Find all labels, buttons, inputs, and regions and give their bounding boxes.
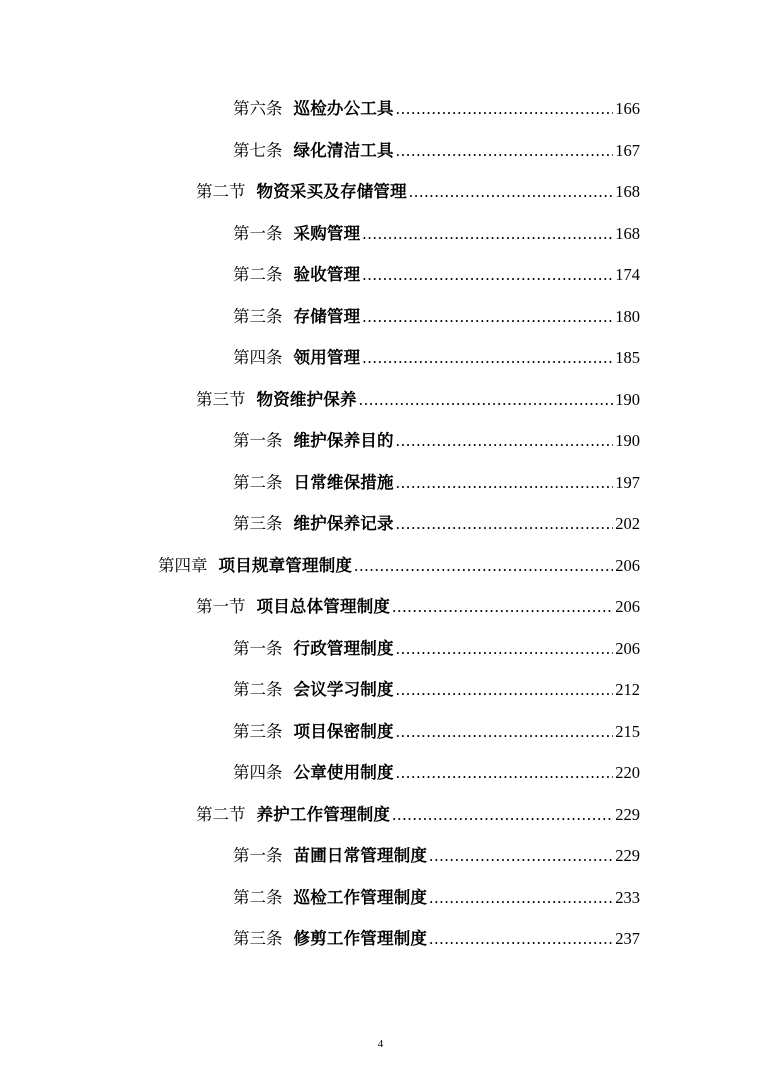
toc-entry-number: 第一条 — [233, 224, 283, 243]
toc-entry-number: 第二节 — [196, 805, 246, 824]
dot-leader — [354, 552, 613, 580]
toc-entry[interactable] — [233, 842, 640, 870]
toc-entry[interactable] — [233, 427, 640, 455]
toc-entry-title: 验收管理 — [293, 265, 361, 284]
toc-entry-page: 197 — [615, 473, 640, 492]
toc-entry-title: 物资维护保养 — [256, 390, 357, 409]
toc-entry[interactable] — [196, 801, 640, 829]
dot-leader — [392, 593, 613, 621]
toc-entry-page: 168 — [615, 224, 640, 243]
toc-entry-page: 206 — [615, 556, 640, 575]
dot-leader — [396, 718, 614, 746]
dot-leader — [396, 95, 614, 123]
dot-leader — [396, 759, 614, 787]
toc-entry-number: 第七条 — [233, 141, 283, 160]
toc-entry-number: 第二节 — [196, 182, 246, 201]
toc-entry[interactable] — [233, 137, 640, 165]
toc-entry[interactable] — [233, 469, 640, 497]
toc-entry-page: 167 — [615, 141, 640, 160]
dot-leader — [396, 469, 614, 497]
toc-entry-page: 229 — [615, 846, 640, 865]
toc-entry[interactable] — [233, 759, 640, 787]
toc-entry-page: 174 — [615, 265, 640, 284]
dot-leader — [362, 220, 613, 248]
toc-entry-number: 第一条 — [233, 846, 283, 865]
dot-leader — [396, 137, 614, 165]
dot-leader — [409, 178, 613, 206]
toc-entry-title: 行政管理制度 — [293, 639, 394, 658]
toc-entry[interactable] — [233, 884, 640, 912]
toc-entry-title: 巡检办公工具 — [293, 99, 394, 118]
toc-entry-number: 第三条 — [233, 514, 283, 533]
toc-entry-title: 养护工作管理制度 — [256, 805, 391, 824]
toc-entry-page: 212 — [615, 680, 640, 699]
toc-entry[interactable] — [158, 552, 640, 580]
toc-entry-title: 存储管理 — [293, 307, 361, 326]
toc-entry-title: 公章使用制度 — [293, 763, 394, 782]
toc-entry-number: 第一条 — [233, 431, 283, 450]
toc-entry[interactable] — [196, 178, 640, 206]
toc-entry-page: 206 — [615, 597, 640, 616]
toc-entry-number: 第二条 — [233, 888, 283, 907]
dot-leader — [429, 884, 613, 912]
toc-entry-page: 185 — [615, 348, 640, 367]
toc-entry[interactable] — [233, 220, 640, 248]
toc-entry[interactable] — [233, 303, 640, 331]
toc-entry-title: 维护保养记录 — [293, 514, 394, 533]
toc-entry-page: 206 — [615, 639, 640, 658]
toc-entry-number: 第一节 — [196, 597, 246, 616]
toc-entry-page: 202 — [615, 514, 640, 533]
toc-entry[interactable] — [233, 635, 640, 663]
toc-entry-page: 220 — [615, 763, 640, 782]
toc-entry-title: 物资采买及存储管理 — [256, 182, 407, 201]
toc-entry-page: 168 — [615, 182, 640, 201]
toc-entry[interactable] — [233, 95, 640, 123]
toc-entry-title: 日常维保措施 — [293, 473, 394, 492]
toc-entry-number: 第二条 — [233, 473, 283, 492]
dot-leader — [396, 427, 614, 455]
toc-entry-title: 领用管理 — [293, 348, 361, 367]
toc-entry-number: 第三节 — [196, 390, 246, 409]
toc-entry-title: 绿化清洁工具 — [293, 141, 394, 160]
toc-entry-page: 180 — [615, 307, 640, 326]
toc-entry[interactable] — [233, 344, 640, 372]
toc-entry[interactable] — [196, 386, 640, 414]
toc-entry-title: 项目总体管理制度 — [256, 597, 391, 616]
dot-leader — [362, 261, 613, 289]
toc-entry[interactable] — [196, 593, 640, 621]
toc-entry-title: 项目保密制度 — [293, 722, 394, 741]
dot-leader — [362, 344, 613, 372]
toc-entry-title: 修剪工作管理制度 — [293, 929, 428, 948]
toc-entry-number: 第一条 — [233, 639, 283, 658]
dot-leader — [396, 635, 614, 663]
toc-entry[interactable] — [233, 510, 640, 538]
toc-entry-number: 第四条 — [233, 348, 283, 367]
toc-entry-number: 第三条 — [233, 929, 283, 948]
toc-entry-number: 第六条 — [233, 99, 283, 118]
page-number: 4 — [377, 1038, 384, 1050]
toc-entry[interactable] — [233, 718, 640, 746]
toc-entry-title: 项目规章管理制度 — [218, 556, 353, 575]
toc-entry-page: 190 — [615, 390, 640, 409]
dot-leader — [396, 676, 614, 704]
toc-entry-number: 第四章 — [158, 556, 208, 575]
toc-entry[interactable] — [233, 676, 640, 704]
toc-entry-title: 巡检工作管理制度 — [293, 888, 428, 907]
dot-leader — [392, 801, 613, 829]
dot-leader — [362, 303, 613, 331]
dot-leader — [359, 386, 614, 414]
toc-entry-number: 第四条 — [233, 763, 283, 782]
toc-entry-page: 237 — [615, 929, 640, 948]
toc-entry-page: 229 — [615, 805, 640, 824]
dot-leader — [429, 842, 613, 870]
toc-entry-page: 215 — [615, 722, 640, 741]
toc-entry-page: 190 — [615, 431, 640, 450]
toc-entry-page: 166 — [615, 99, 640, 118]
toc-entry-number: 第二条 — [233, 265, 283, 284]
toc-entry-title: 苗圃日常管理制度 — [293, 846, 428, 865]
toc-entry[interactable] — [233, 925, 640, 953]
toc-entry[interactable] — [233, 261, 640, 289]
toc-entry-number: 第三条 — [233, 722, 283, 741]
toc-entry-title: 采购管理 — [293, 224, 361, 243]
toc-entry-number: 第三条 — [233, 307, 283, 326]
toc-entry-page: 233 — [615, 888, 640, 907]
dot-leader — [396, 510, 614, 538]
dot-leader — [429, 925, 613, 953]
toc-entry-title: 维护保养目的 — [293, 431, 394, 450]
toc-entry-title: 会议学习制度 — [293, 680, 394, 699]
toc-entry-number: 第二条 — [233, 680, 283, 699]
